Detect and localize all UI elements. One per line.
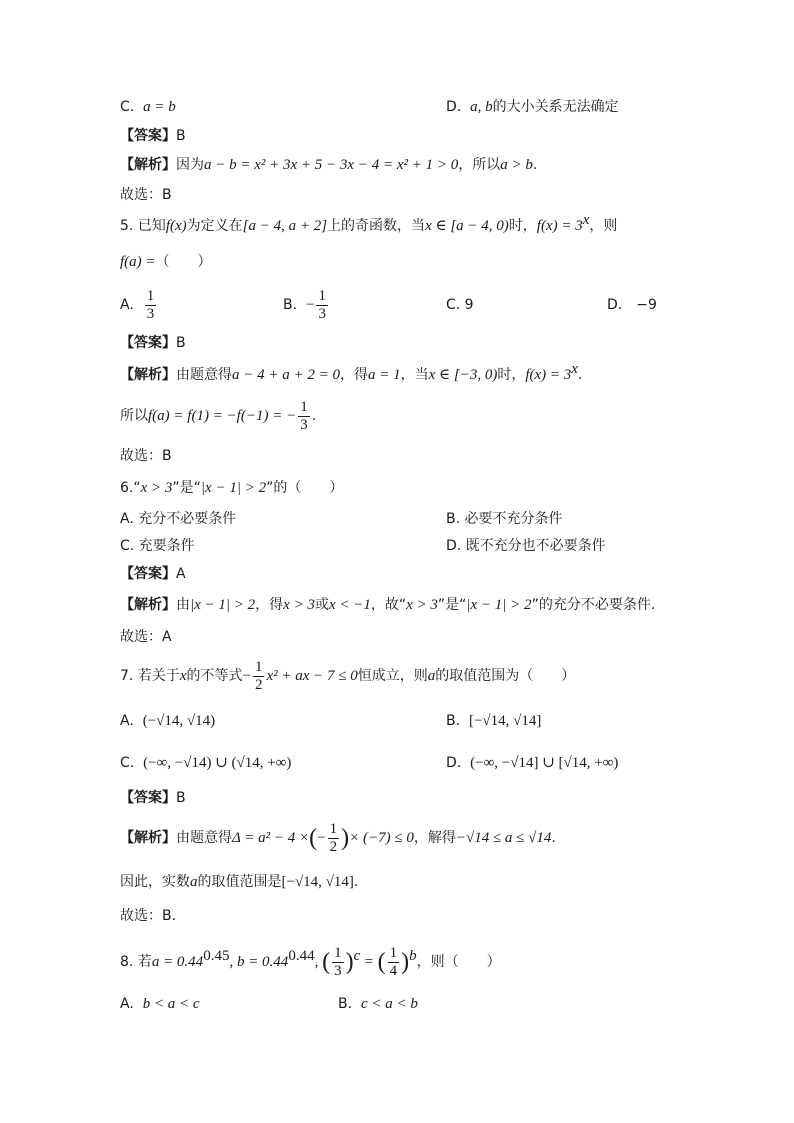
q4-analysis: 【解析】因为a − b = x² + 3x + 5 − 3x − 4 = x² + 1 > 0，所以a > b. bbox=[120, 157, 538, 173]
q5-option-a: A. $\frac{1}{3}$ bbox=[120, 287, 155, 322]
q5-analysis-line2: 所以f(a) = f(1) = −f(−1) = − $\frac{1}{3}$ . bbox=[120, 398, 317, 433]
q4-choose: 故选：B bbox=[120, 187, 172, 203]
q5-answer: 【答案】B bbox=[120, 335, 186, 351]
q7-stem: 7. 若关于x的不等式− $\frac{1}{2}$ x² + ax − 7 ≤ 0恒成立，则a的取值范围为（ ） bbox=[120, 658, 576, 693]
q7-analysis: 【解析】由题意得Δ = a² − 4 ×(− $\frac{1}{2}$ )× (−7) ≤ 0，解得−√14 ≤ a ≤ √14. bbox=[120, 820, 556, 855]
q7-option-b: B. [−√14, √14] bbox=[446, 713, 542, 729]
q4-option-c: C. a = b bbox=[120, 99, 176, 115]
q5-stem: 5. 已知f(x)为定义在[a − 4, a + 2]上的奇函数，当x ∈ [a − 4, 0)时，$f(x) = 3^x$，则 bbox=[120, 212, 618, 234]
q6-option-c: C. 充要条件 bbox=[120, 538, 195, 554]
q4-option-d: D. a, b的大小关系无法确定 bbox=[446, 99, 619, 115]
q7-option-a: A. (−√14, √14) bbox=[120, 713, 216, 729]
q8-option-b: B. c < a < b bbox=[338, 996, 418, 1012]
q5-option-c: C. 9 bbox=[446, 297, 474, 313]
q7-analysis-line2: 因此，实数a的取值范围是[−√14, √14]. bbox=[120, 874, 359, 890]
q6-option-a: A. 充分不必要条件 bbox=[120, 511, 237, 527]
q6-option-b: B. 必要不充分条件 bbox=[446, 511, 563, 527]
q6-option-d: D. 既不充分也不必要条件 bbox=[446, 538, 606, 554]
q5-stem-line2: f(a) =（ ） bbox=[120, 254, 212, 270]
q7-choose: 故选：B. bbox=[120, 908, 177, 924]
q6-stem: 6.“x > 3”是“|x − 1| > 2”的（ ） bbox=[120, 480, 344, 496]
q7-option-c: C. (−∞, −√14) ∪ (√14, +∞) bbox=[120, 755, 292, 771]
q5-analysis: 【解析】由题意得a − 4 + a + 2 = 0，得a = 1，当x ∈ [−3, 0)时，$f(x) = 3^x$. bbox=[120, 361, 583, 383]
q8-option-a: A. b < a < c bbox=[120, 996, 200, 1012]
q5-option-d: D. −9 bbox=[607, 297, 657, 313]
q8-stem: 8. 若$a = 0.44^{0.45}$, $b = 0.44^{0.44}$, ( $\frac{1}{3}$ )$^c$ = ( $\frac{1}{4}$ )$^b$，则（ ） bbox=[120, 944, 501, 979]
q5-option-b: B. − $\frac{1}{3}$ bbox=[283, 287, 326, 322]
q6-answer: 【答案】A bbox=[120, 566, 186, 582]
q4-answer: 【答案】B bbox=[120, 128, 186, 144]
q7-answer: 【答案】B bbox=[120, 790, 186, 806]
q7-option-d: D. (−∞, −√14] ∪ [√14, +∞) bbox=[446, 755, 619, 771]
q6-analysis: 【解析】由|x − 1| > 2，得x > 3或x < −1，故“x > 3”是“|x − 1| > 2”的充分不必要条件. bbox=[120, 597, 656, 613]
q5-choose: 故选：B bbox=[120, 448, 172, 464]
q6-choose: 故选：A bbox=[120, 629, 172, 645]
